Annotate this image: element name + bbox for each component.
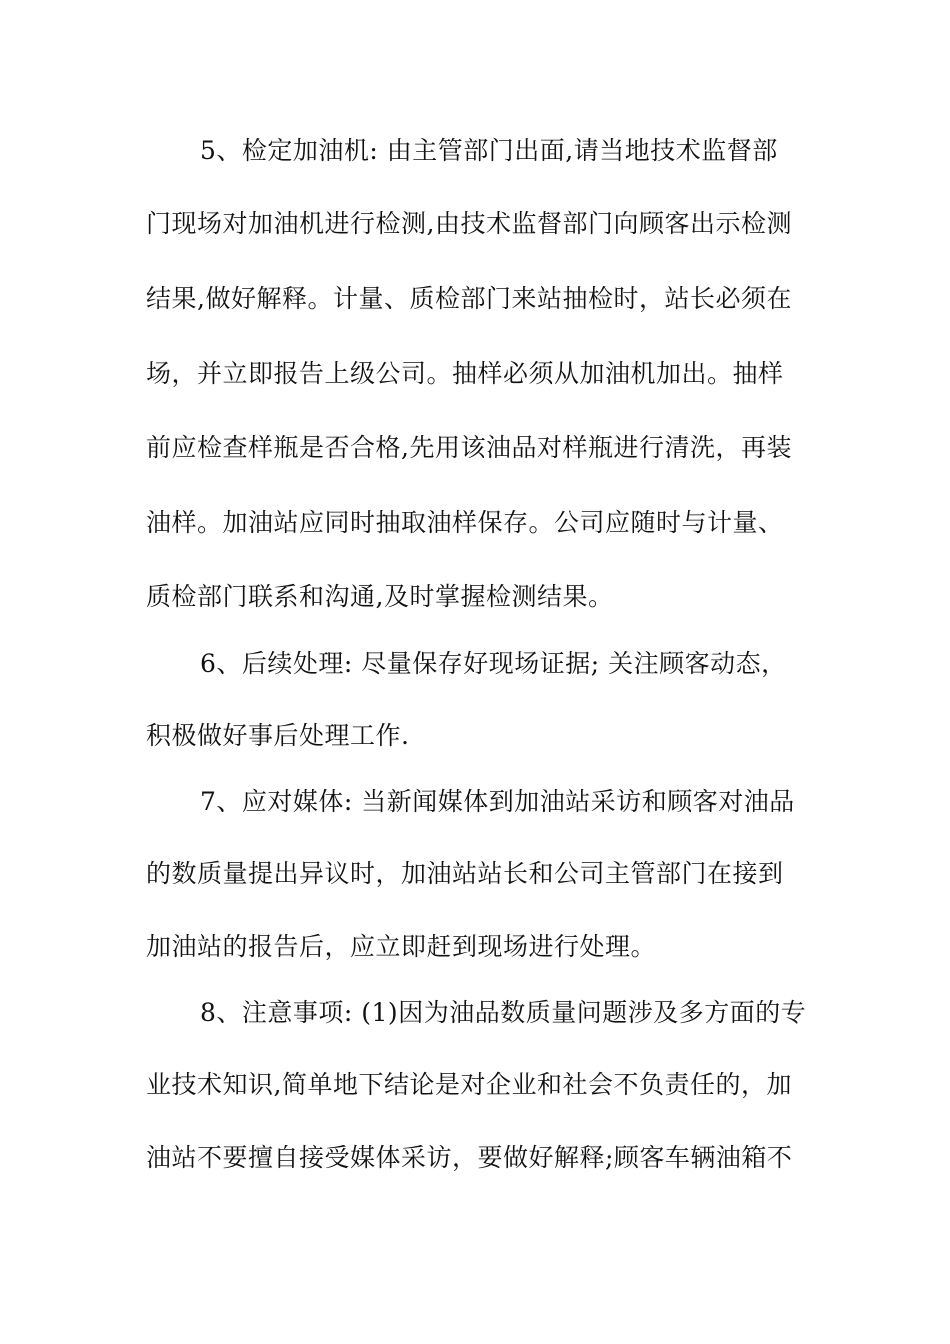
- paragraph-8-line-3: 油站不要擅自接受媒体采访，要做好解释;顾客车辆油箱不: [146, 1143, 793, 1172]
- paragraph-8-line-2: 业技术知识,简单地下结论是对企业和社会不负责任的，加: [146, 1070, 792, 1099]
- paragraph-5-line-1: 5、检定加油机: 由主管部门出面,请当地技术监督部: [200, 136, 778, 165]
- paragraph-5-line-6: 油样。加油站应同时抽取油样保存。公司应随时与计量、: [146, 508, 784, 537]
- paragraph-5-line-7: 质检部门联系和沟通,及时掌握检测结果。: [146, 582, 614, 611]
- paragraph-5-line-5: 前应检查样瓶是否合格,先用该油品对样瓶进行清洗，再装: [146, 433, 792, 462]
- paragraph-7-line-2: 的数质量提出异议时，加油站站长和公司主管部门在接到: [146, 859, 784, 888]
- paragraph-5-line-3: 结果,做好解释。计量、质检部门来站抽检时，站长必须在: [146, 284, 792, 313]
- paragraph-6-line-2: 积极做好事后处理工作.: [146, 721, 410, 750]
- paragraph-7-line-1: 7、应对媒体: 当新闻媒体到加油站采访和顾客对油品: [200, 787, 795, 816]
- paragraph-7-line-3: 加油站的报告后，应立即赶到现场进行处理。: [146, 932, 657, 961]
- paragraph-5-line-2: 门现场对加油机进行检测,由技术监督部门向顾客出示检测: [146, 209, 792, 238]
- paragraph-5-line-4: 场，并立即报告上级公司。抽样必须从加油机加出。抽样: [146, 359, 784, 388]
- paragraph-8-line-1: 8、注意事项: (1)因为油品数质量问题涉及多方面的专: [200, 998, 807, 1027]
- paragraph-6-line-1: 6、后续处理: 尽量保存好现场证据; 关注顾客动态，: [200, 649, 787, 678]
